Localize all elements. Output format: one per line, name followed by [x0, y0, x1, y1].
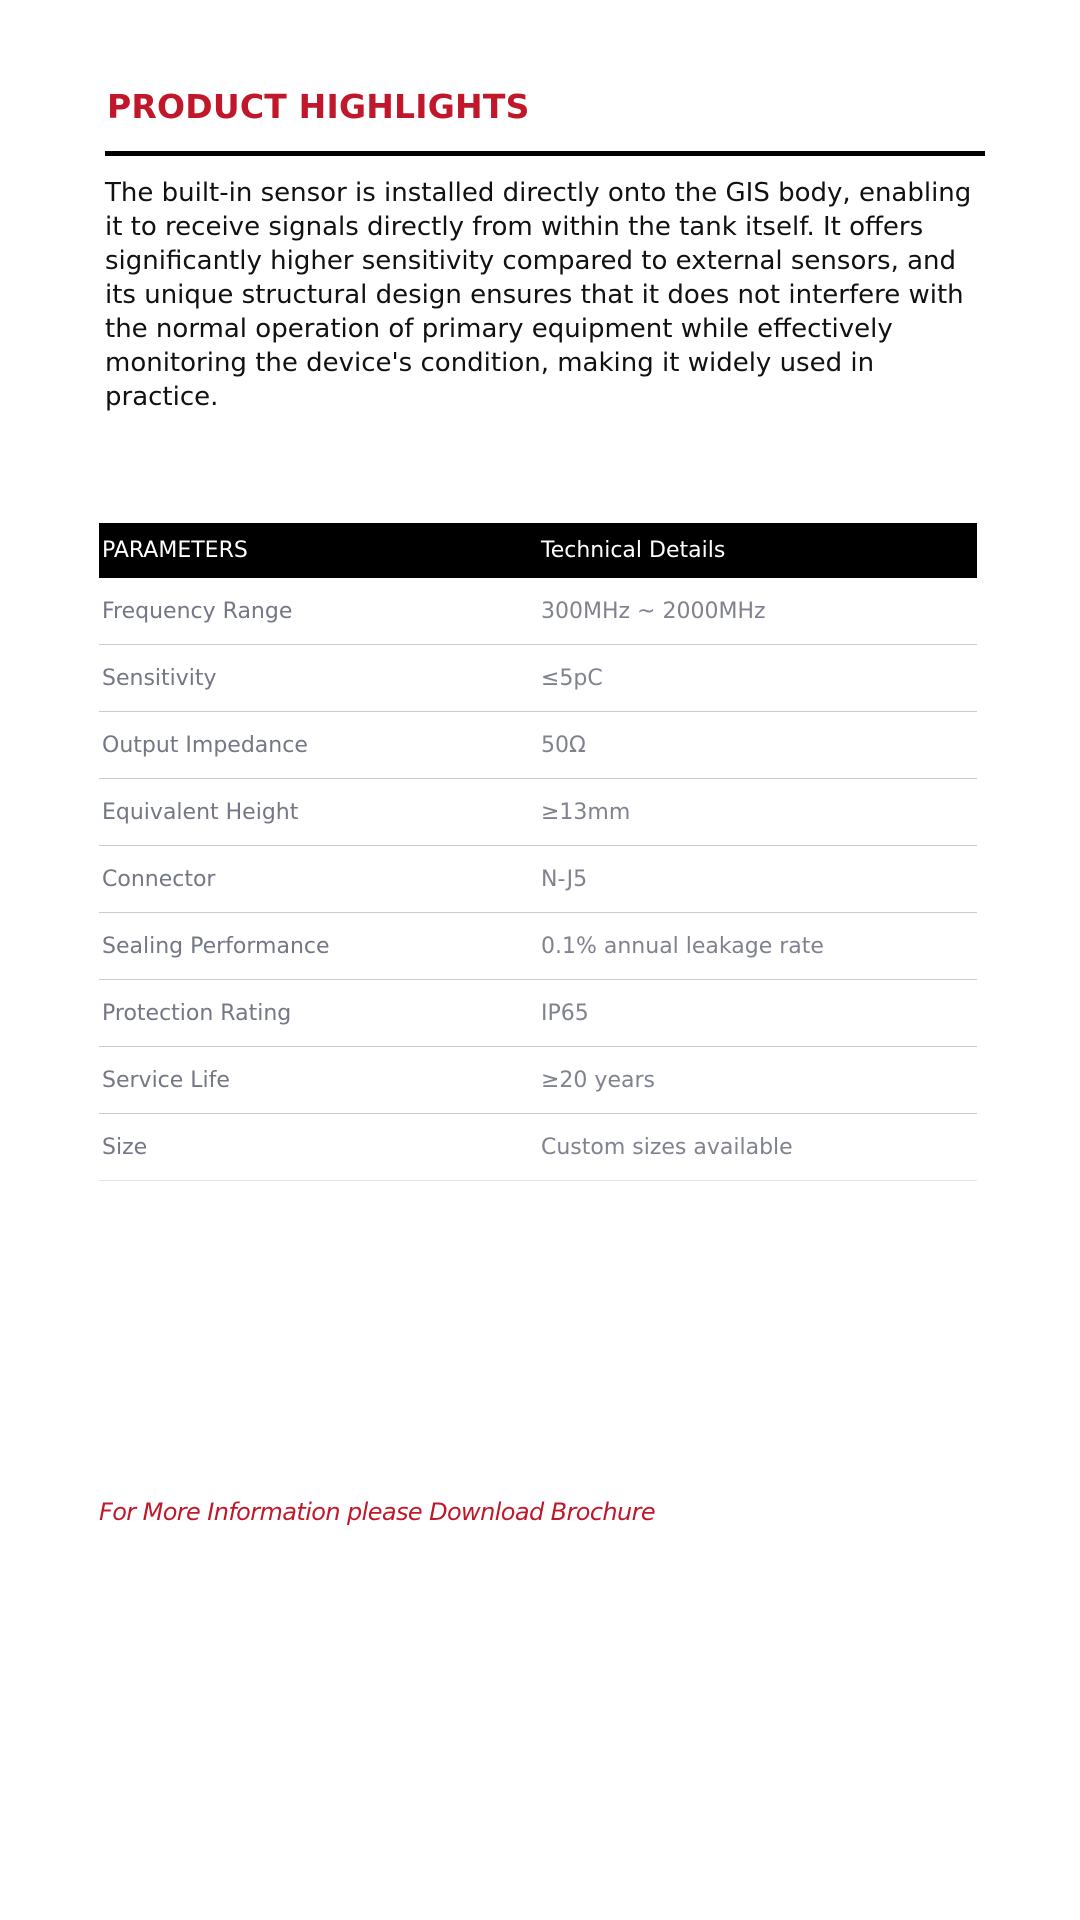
header-parameters: PARAMETERS	[99, 523, 538, 578]
parameter-value: 50Ω	[538, 712, 977, 779]
download-brochure-link[interactable]: For More Information please Download Brochure	[99, 1498, 656, 1526]
table-row	[99, 712, 977, 779]
table-row	[99, 846, 977, 913]
parameter-name: Equivalent Height	[99, 779, 538, 846]
parameter-value: ≥13mm	[538, 779, 977, 846]
parameter-name: Output Impedance	[99, 712, 538, 779]
parameter-name: Size	[99, 1114, 538, 1181]
parameters-table	[99, 523, 977, 1181]
parameter-value: 300MHz ~ 2000MHz	[538, 578, 977, 645]
parameter-value: Custom sizes available	[538, 1114, 977, 1181]
parameter-name: Sensitivity	[99, 645, 538, 712]
parameter-name: Frequency Range	[99, 578, 538, 645]
parameter-name: Connector	[99, 846, 538, 913]
table-row	[99, 645, 977, 712]
product-description: The built-in sensor is installed directly onto the GIS body, enabling it to receive signals directly from within the tank itself. It offers significantly higher sensitivity compared to external sensors, and its unique structural design ensures that it does not interfere with the normal operation of primary equipment while effectively monitoring the device's condition, making it widely used in practice.	[105, 178, 972, 412]
parameter-name: Protection Rating	[99, 980, 538, 1047]
table-header-row	[99, 523, 977, 578]
parameter-name: Service Life	[99, 1047, 538, 1114]
parameter-value: ≤5pC	[538, 645, 977, 712]
table-row	[99, 1047, 977, 1114]
parameter-value: 0.1% annual leakage rate	[538, 913, 977, 980]
parameter-value: N-J5	[538, 846, 977, 913]
table-row	[99, 980, 977, 1047]
table-row	[99, 578, 977, 645]
table-row	[99, 913, 977, 980]
section-title: PRODUCT HIGHLIGHTS	[107, 87, 530, 126]
parameter-value: ≥20 years	[538, 1047, 977, 1114]
table-row	[99, 1114, 977, 1181]
parameter-name: Sealing Performance	[99, 913, 538, 980]
table-row	[99, 779, 977, 846]
title-divider	[105, 151, 985, 156]
parameter-value: IP65	[538, 980, 977, 1047]
product-highlights-section	[105, 82, 985, 414]
header-technical-details: Technical Details	[538, 523, 977, 578]
